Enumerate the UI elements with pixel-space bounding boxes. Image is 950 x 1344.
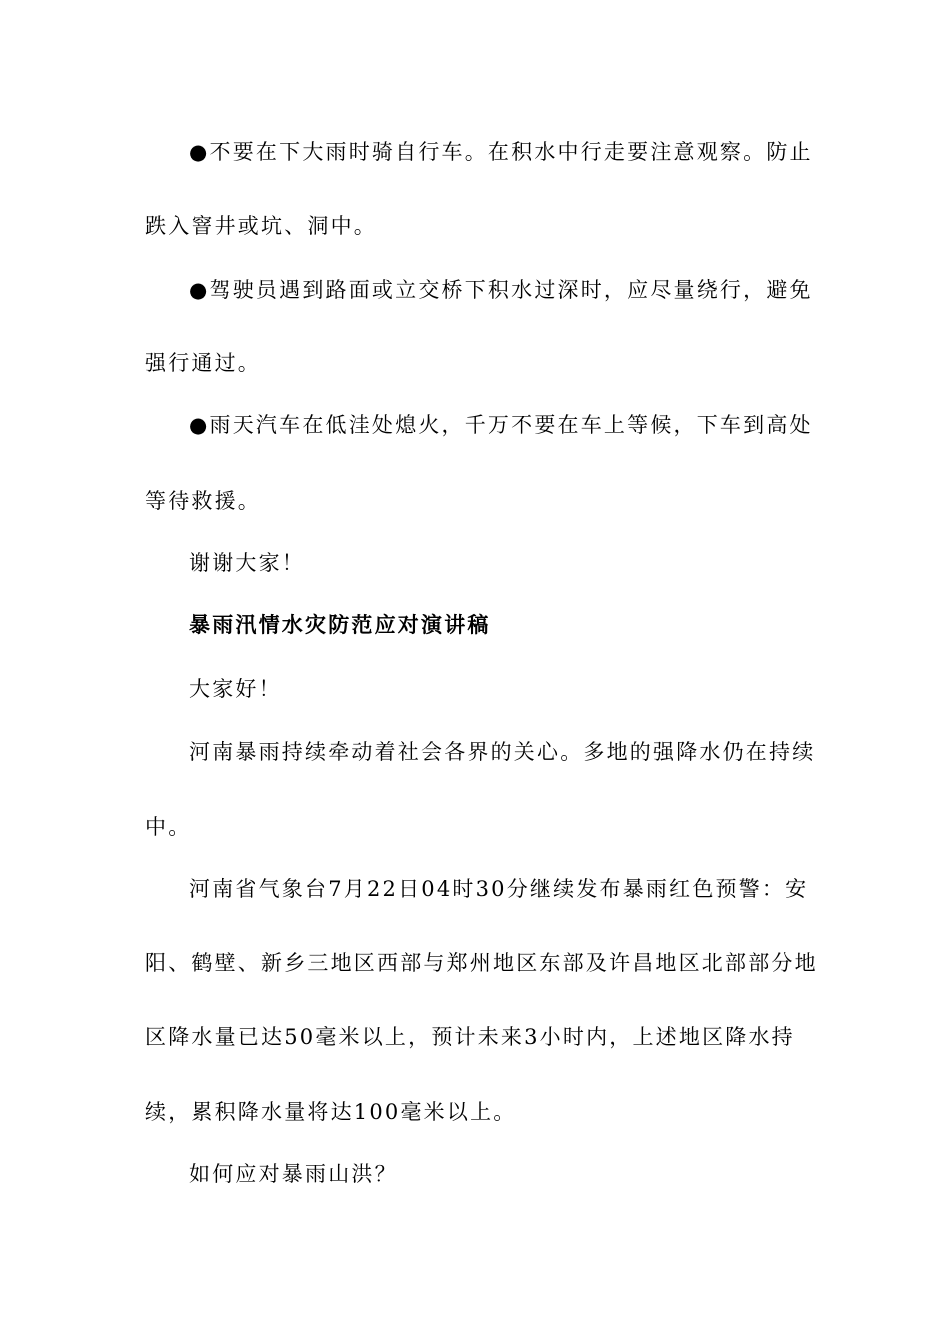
closing-thanks: 谢谢大家！ bbox=[189, 551, 305, 575]
question-heading: 如何应对暴雨山洪？ bbox=[189, 1162, 398, 1186]
paragraph-warning-line-3: 区降水量已达50毫米以上，预计未来3小时内，上述地区降水持 bbox=[145, 1025, 795, 1049]
paragraph-henan-line-1: 河南暴雨持续牵动着社会各界的关心。多地的强降水仍在持续 bbox=[189, 740, 816, 764]
section-title: 暴雨汛情水灾防范应对演讲稿 bbox=[189, 612, 491, 637]
bullet-paragraph-driver-line-1: ●驾驶员遇到路面或立交桥下积水过深时，应尽量绕行，避免 bbox=[189, 278, 813, 302]
bullet-paragraph-bicycle-line-2: 跌入窨井或坑、洞中。 bbox=[145, 214, 377, 238]
paragraph-henan-line-2: 中。 bbox=[145, 815, 192, 839]
bullet-paragraph-driver-line-2: 强行通过。 bbox=[145, 351, 261, 375]
paragraph-warning-line-2: 阳、鹤壁、新乡三地区西部与郑州地区东部及许昌地区北部部分地 bbox=[145, 951, 818, 975]
bullet-paragraph-bicycle-line-1: ●不要在下大雨时骑自行车。在积水中行走要注意观察。防止 bbox=[189, 140, 813, 164]
bullet-paragraph-car-line-1: ●雨天汽车在低洼处熄火，千万不要在车上等候，下车到高处 bbox=[189, 413, 813, 437]
paragraph-warning-line-4: 续，累积降水量将达100毫米以上。 bbox=[145, 1100, 517, 1124]
greeting: 大家好！ bbox=[189, 677, 282, 701]
paragraph-warning-line-1: 河南省气象台7月22日04时30分继续发布暴雨红色预警：安 bbox=[189, 877, 809, 901]
bullet-paragraph-car-line-2: 等待救援。 bbox=[145, 489, 261, 513]
